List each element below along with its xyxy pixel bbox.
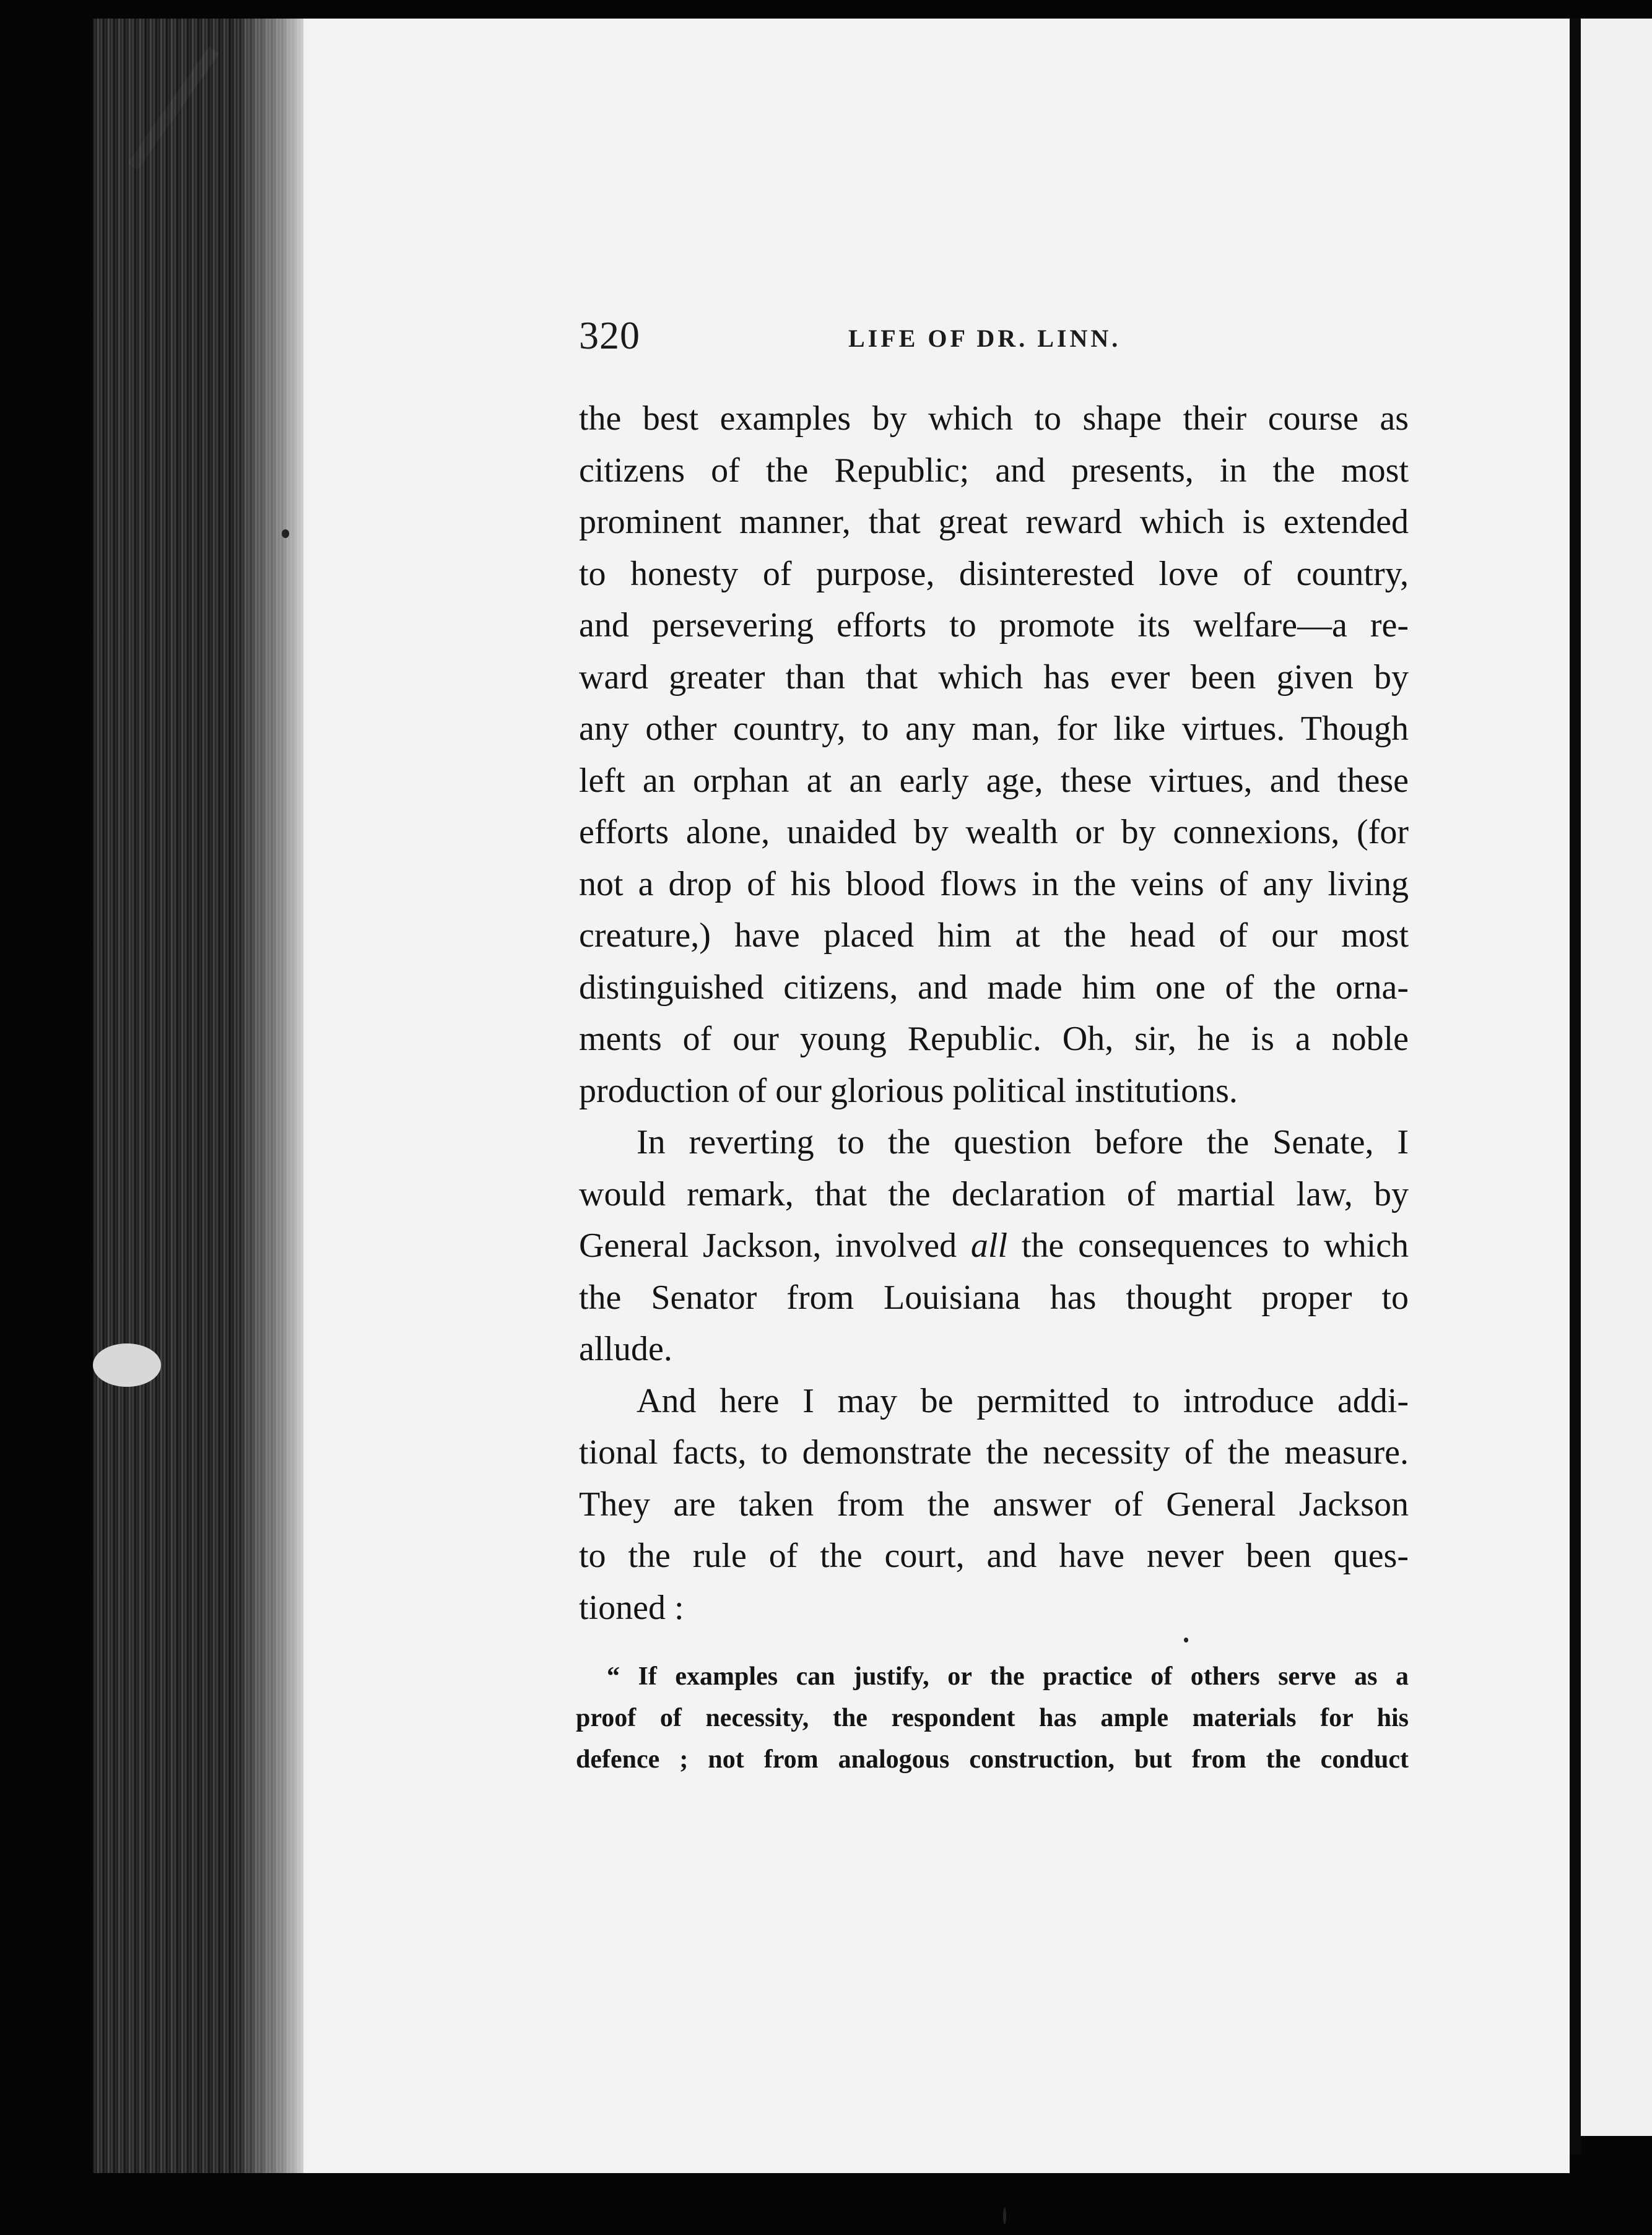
quote-line: proof of necessity, the respondent has ample materials for his xyxy=(576,1704,1409,1732)
facing-page-strip xyxy=(1581,19,1652,2136)
text-line: the best examples by which to shape their course as xyxy=(579,399,1409,438)
scan-speck xyxy=(282,529,289,538)
text-line: not a drop of his blood flows in the veins of any living xyxy=(579,864,1409,903)
text-line: would remark, that the declaration of martial law, by xyxy=(579,1174,1409,1213)
text-run: General Jackson, involved xyxy=(579,1226,971,1265)
text-line: to the rule of the court, and have never been ques- xyxy=(579,1537,1409,1575)
text-line: production of our glorious political institutions. xyxy=(579,1071,1238,1110)
text-line: ward greater than that which has ever been given by xyxy=(579,657,1409,697)
text-line: and persevering efforts to promote its welfare—a re- xyxy=(579,606,1409,644)
text-line: to honesty of purpose, disinterested love of country, xyxy=(579,554,1409,593)
text-line: efforts alone, unaided by wealth or by connexions, (for xyxy=(579,813,1409,851)
scan-speck xyxy=(1003,2207,1006,2224)
quote-line: “ If examples can justify, or the practice of others serve as a xyxy=(607,1662,1409,1691)
running-head: LIFE OF DR. LINN. xyxy=(848,324,1121,352)
emphasis-word: all xyxy=(970,1226,1008,1265)
page-gutter-shadow xyxy=(1570,19,1581,2155)
text-line-with-emphasis xyxy=(579,1220,1409,1272)
page-number: 320 xyxy=(579,313,640,357)
page-edge-shading xyxy=(235,19,310,2173)
text-line: allude. xyxy=(579,1330,672,1368)
quote-line: defence ; not from analogous construction, but from the conduct xyxy=(576,1745,1409,1774)
text-line: tional facts, to demonstrate the necessity of the measure. xyxy=(579,1433,1409,1472)
text-line: creature,) have placed him at the head of our most xyxy=(579,916,1409,955)
page-header xyxy=(579,313,1409,356)
text-line: prominent manner, that great reward which is extended xyxy=(579,503,1409,541)
scan-speck xyxy=(1184,1638,1188,1643)
text-line: distinguished citizens, and made him one of the orna- xyxy=(579,968,1409,1007)
text-line: any other country, to any man, for like virtues. Though xyxy=(579,710,1409,748)
text-line: They are taken from the answer of General Jackson xyxy=(579,1485,1409,1524)
text-line: the Senator from Louisiana has thought proper to xyxy=(579,1278,1409,1317)
block-quote xyxy=(576,1656,1409,1781)
text-line: citizens of the Republic; and presents, in the most xyxy=(579,451,1409,490)
text-run: the consequences to which xyxy=(1007,1226,1409,1265)
paragraph-first-line: In reverting to the question before the Senate, I xyxy=(637,1123,1409,1161)
text-line: tioned : xyxy=(579,1588,684,1627)
text-line: left an orphan at an early age, these virtues, and these xyxy=(579,761,1409,800)
body-text xyxy=(579,393,1409,1634)
paper-blemish xyxy=(93,1343,161,1387)
paragraph-first-line: And here I may be permitted to introduce addi- xyxy=(637,1381,1409,1420)
text-line: ments of our young Republic. Oh, sir, he is a noble xyxy=(579,1020,1409,1058)
